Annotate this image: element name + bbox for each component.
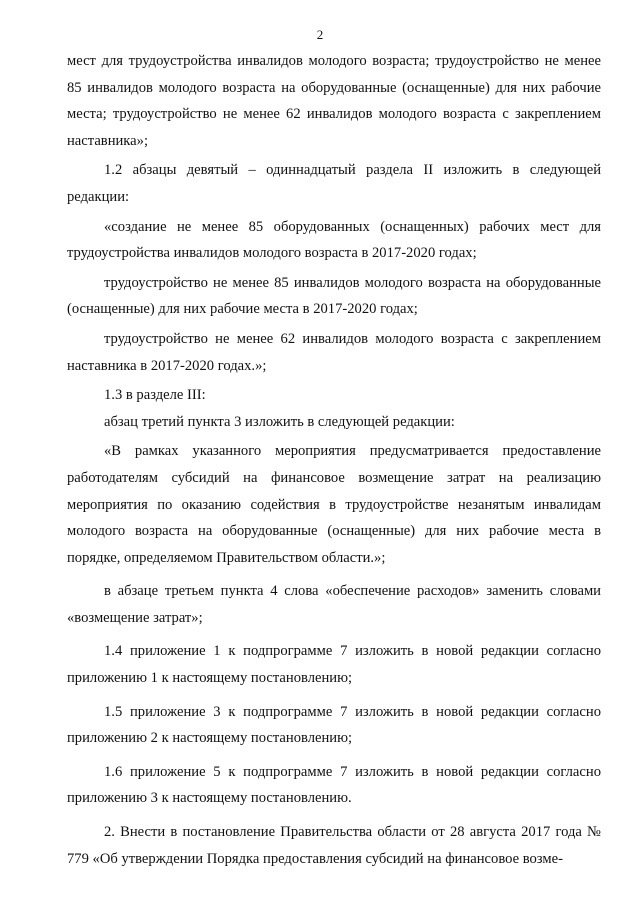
paragraph-13: 2. Внести в постановление Правительства области от 28 августа 2017 года № 779 «Об утверждении Порядка предоставления субсидий на финансовое возме-	[67, 824, 601, 867]
paragraph-9: в абзаце третьем пункта 4 слова «обеспечение расходов» заменить словами «возмещение затрат»;	[67, 583, 601, 626]
paragraph-12: 1.6 приложение 5 к подпрограмме 7 изложить в новой редакции согласно приложению 3 к настоящему постановлению.	[67, 763, 601, 807]
paragraph-3: «создание не менее 85 оборудованных (оснащенных) рабочих мест для трудоустройства инвалидов молодого возраста в 2017-2020 годах;	[67, 218, 601, 262]
paragraph-2: 1.2 абзацы девятый – одиннадцатый раздела II изложить в следующей редакции:	[67, 162, 601, 205]
page-number: 2	[316, 27, 324, 42]
document-body	[67, 48, 601, 872]
paragraph-10: 1.4 приложение 1 к подпрограмме 7 изложить в новой редакции согласно приложению 1 к настоящему постановлению;	[67, 643, 601, 687]
paragraph-1: мест для трудоустройства инвалидов молодого возраста; трудоустройство не менее 85 инвалидов молодого возраста на оборудованные (оснащенные) для них рабочие места; трудоустройство не менее 62 инвалидов молодого возраста с закреплением наставника»;	[67, 53, 601, 149]
paragraph-8: «В рамках указанного мероприятия предусматривается предоставление работодателям субсидий на финансовое возмещение затрат на реализацию мероприятия по оказанию содействия в трудоустройстве незанятым инвалидам молодого возраста на оборудованные (оснащенные) для них рабочие места в порядке, определяемом Правительством области.»;	[67, 443, 601, 566]
paragraph-6: 1.3 в разделе III:	[104, 387, 206, 404]
paragraph-4: трудоустройство не менее 85 инвалидов молодого возраста на оборудованные (оснащенные) для них рабочие места в 2017-2020 годах;	[67, 274, 601, 318]
paragraph-5: трудоустройство не менее 62 инвалидов молодого возраста с закреплением наставника в 2017-2020 годах.»;	[67, 330, 601, 374]
paragraph-11: 1.5 приложение 3 к подпрограмме 7 изложить в новой редакции согласно приложению 2 к настоящему постановлению;	[67, 703, 601, 747]
paragraph-7: абзац третий пункта 3 изложить в следующей редакции:	[104, 413, 455, 430]
